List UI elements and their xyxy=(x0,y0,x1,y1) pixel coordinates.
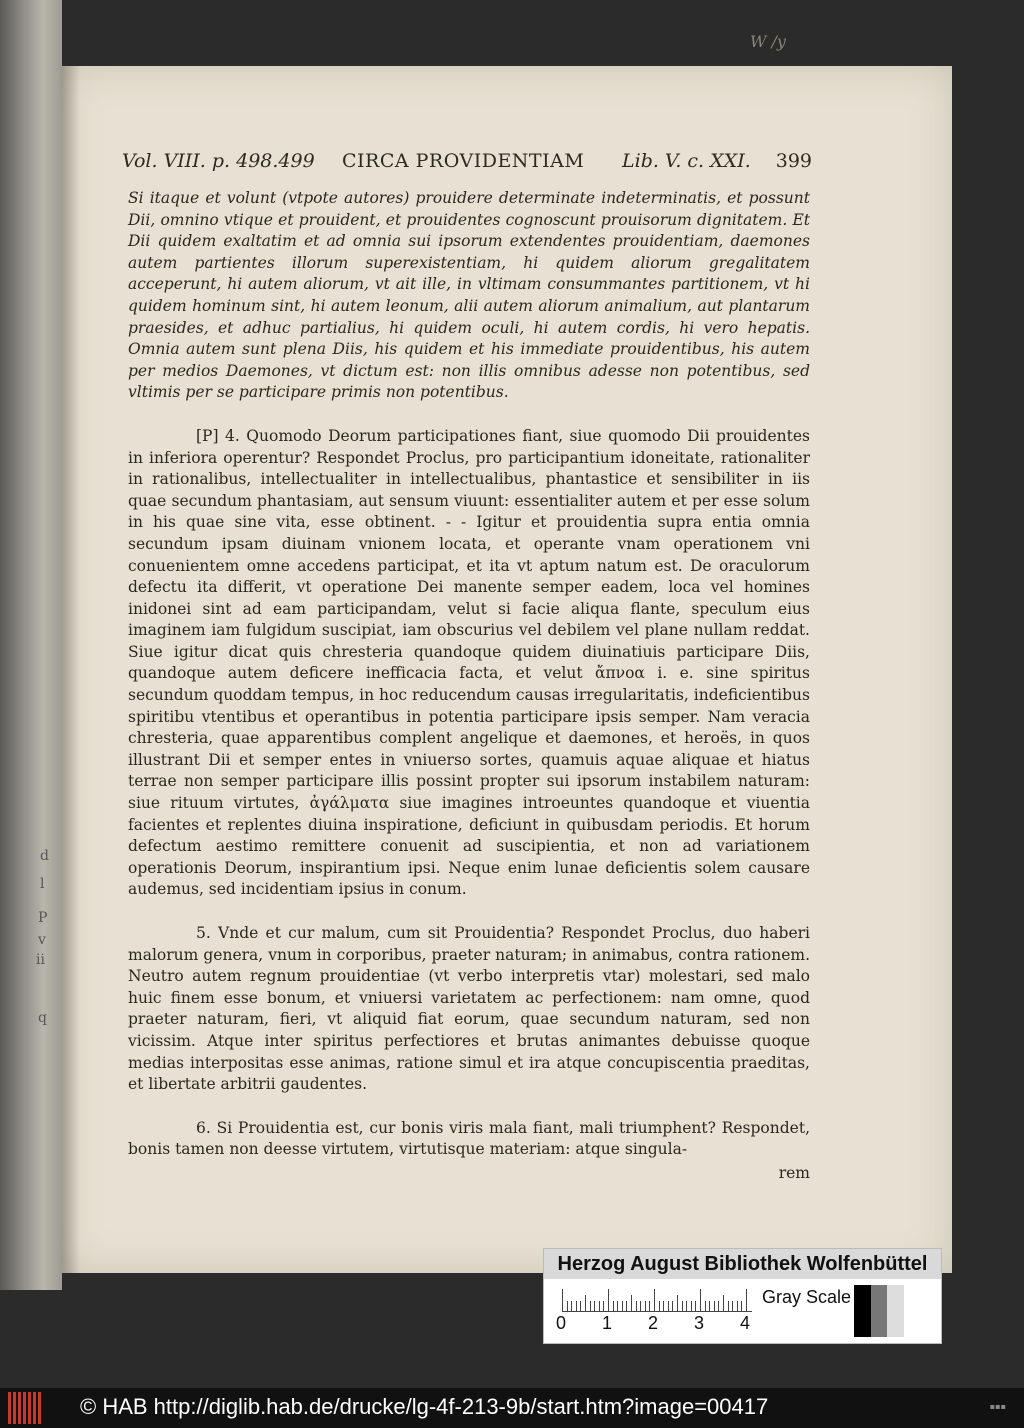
volume-reference: Vol. VIII. p. 498.499 xyxy=(122,150,315,172)
ruler-tick xyxy=(576,1301,577,1311)
swatch-light xyxy=(887,1285,904,1337)
ruler-tick xyxy=(677,1295,678,1311)
ruler-tick xyxy=(718,1301,719,1311)
ruler-tick xyxy=(732,1301,733,1311)
ruler-tick xyxy=(728,1301,729,1311)
catchword: rem xyxy=(778,1163,810,1182)
ruler-labels xyxy=(556,1313,766,1335)
dots-icon: ▪▪▪ xyxy=(989,1402,1006,1411)
ruler-tick xyxy=(617,1301,618,1311)
ruler-label: 4 xyxy=(740,1313,751,1333)
swatch-gray xyxy=(871,1285,888,1337)
paragraph: Si itaque et volunt (vtpote autores) prouidere determinate indeterminatis, et possunt Dii, omnino vtique et prouident, et prouidentes cognoscunt prouisorum dignitatem. Et Dii quidem exaltatim et ad omnia sui ipsorum extendentes prouidentiam, daemones autem partientes illorum superexistentiam, hi quidem aliorum gregalitatem acceperunt, hi autem aliorum, vt ait ille, in vltimam consummantes partitionem, vt hi quidem hominum sint, hi autem leonum, alii autem aliorum animalium, aut plantarum praesides, et adhuc partialius, hi quidem oculi, hi autem cordis, hi vero hepatis. Omnia autem sunt plena Diis, his quidem et his immediate prouidentibus, his autem per medios Daemones, vt dictum est: non illis omnibus adesse non potentibus, sed vltimis per se participare primis non potentibus. xyxy=(128,189,810,402)
viewer-footer xyxy=(0,1388,1024,1428)
paragraph-6: 6. Si Prouidentia est, cur bonis viris mala fiant, mali triumphent? Respondet, bonis tamen non deesse virtutem, virtutisque materiam: atque singula- xyxy=(128,1118,810,1159)
ruler-tick xyxy=(700,1289,701,1311)
ruler-tick xyxy=(613,1301,614,1311)
ruler-tick xyxy=(608,1289,609,1311)
edge-char: d xyxy=(40,848,49,864)
ruler-tick xyxy=(709,1301,710,1311)
hab-logo-icon xyxy=(8,1392,44,1424)
ruler-tick xyxy=(626,1301,627,1311)
gray-scale-label: Gray Scale xyxy=(762,1287,852,1307)
ruler-tick xyxy=(682,1301,683,1311)
facing-page-edge xyxy=(0,0,62,1290)
ruler-tick xyxy=(585,1295,586,1311)
ruler-tick xyxy=(645,1301,646,1311)
ruler-label: 0 xyxy=(556,1313,567,1333)
edge-char: P xyxy=(38,910,48,926)
ruler-tick xyxy=(631,1295,632,1311)
paragraph-5: 5. Vnde et cur malum, cum sit Prouidentia? Respondet Proclus, duo haberi malorum genera, vnum in corporibus, praeter naturam; in animabus, contra rationem. Neutro autem regnum prouidentiae (vt verbo interpretis vtar) molestari, sed malo huic finem esse bonum, et vniuersi varietatem ac perfectionem: nam omne, quod praeter naturam, fieri, vt aliquid fiat eorum, quae secundum naturam, sed non vicissim. Atque inter spiritus perfectiores et brutas animantes debuisse quoque medias interpositas esse animas, ratione simul et ira atque concupiscentia praeditas, et libertate arbitrii gaudentes. xyxy=(128,924,810,1094)
ruler-tick xyxy=(594,1301,595,1311)
ruler-tick xyxy=(746,1289,747,1311)
ruler-tick xyxy=(603,1301,604,1311)
ruler-tick xyxy=(654,1289,655,1311)
book-chapter-reference: Lib. V. c. XXI. xyxy=(622,150,751,172)
ruler-tick xyxy=(672,1301,673,1311)
running-title: CIRCA PROVIDENTIAM xyxy=(342,150,585,172)
ruler-tick xyxy=(659,1301,660,1311)
gutter-shadow xyxy=(62,66,80,1273)
ruler-tick xyxy=(622,1301,623,1311)
ruler-label: 2 xyxy=(648,1313,659,1333)
edge-char: l xyxy=(40,876,45,892)
ruler-tick xyxy=(562,1289,563,1311)
ruler-tick xyxy=(571,1301,572,1311)
ruler-tick xyxy=(567,1301,568,1311)
ruler-tick xyxy=(714,1301,715,1311)
edge-char: q xyxy=(38,1010,47,1026)
ruler-tick xyxy=(663,1301,664,1311)
edge-char: ii xyxy=(36,952,45,968)
body-text xyxy=(128,188,810,1185)
ruler-tick xyxy=(723,1295,724,1311)
edge-char: v xyxy=(38,932,46,948)
ruler-tick xyxy=(691,1301,692,1311)
color-calibration-banner xyxy=(543,1248,942,1344)
ruler-tick xyxy=(695,1301,696,1311)
copyright-url: © HAB http://diglib.hab.de/drucke/lg-4f-213-9b/start.htm?image=00417 xyxy=(80,1394,769,1419)
ruler-label: 3 xyxy=(694,1313,705,1333)
paragraph-4: [P] 4. Quomodo Deorum participationes fiant, siue quomodo Dii prouidentes in inferiora operentur? Respondet Proclus, pro participantium idoneitate, rationaliter in rationalibus, intellectualiter in intellectualibus, phantastice et sensibiliter in iis quae secundum phantasiam, aut sensum viuunt: essentialiter autem et per esse solum in his quae sine vita, esse obtinent. - - Igitur et prouidentia supra entia omnia secundum ipsam diuinam vnionem locata, et operante vnam operationem vni conuenientem omne accedens participat, et ita vt aptum natum est. De oraculorum defectu ita differit, vt operatione Dei manente semper eadem, loca vel homines inidonei sint ad eam participandam, velut si facie aliqua flante, speculum eius imaginem iam fulgidum suscipiat, iam obscurius vel debilem vel plane nullam reddat. Siue igitur dicat quis chresteria quandoque quidem diuinatiuis participare Diis, quandoque autem deficere inefficacia facta, et velut ἄπνοα i. e. sine spiritus secundum quoddam tempus, in hoc reducendum causas irregularitatis, indeficientibus spiritibu vtentibus et operantibus in potentia participare ipsis semper. Nam veracia chresteria, quae apparentibus complent angelique et daemones, et heroës, in quos illustrant Dii et semper entes in vniuerso sortes, quamuis aquae aliquae et hiatus terrae non semper participare illis possint propter sui ipsorum instabilem naturam: siue rituum virtutes, ἀγάλματα siue imagines introeuntes quandoque et viuentia facientes et replentes diuina inspiratione, deficiunt in quibusdam periodis. Et horum defectum aestimo remittere conuenit ad suscipientia, et non ad variationem operationis Deorum, inspirantium ipsi. Neque enim lunae deficientis solem causare audemus, sed incidentiam ipsius in conum. xyxy=(128,426,810,899)
scale-ruler xyxy=(562,1289,752,1312)
ruler-tick xyxy=(590,1301,591,1311)
swatch-black xyxy=(854,1285,871,1337)
ruler-tick xyxy=(649,1301,650,1311)
pencil-mark: W /y xyxy=(750,32,786,51)
ruler-tick xyxy=(580,1301,581,1311)
ruler-tick xyxy=(668,1301,669,1311)
ruler-tick xyxy=(636,1301,637,1311)
ruler-tick xyxy=(737,1301,738,1311)
page-number: 399 xyxy=(775,150,812,172)
ruler-tick xyxy=(599,1301,600,1311)
ruler-tick xyxy=(705,1301,706,1311)
gray-scale-swatches xyxy=(854,1285,904,1337)
ruler-tick xyxy=(640,1301,641,1311)
running-header xyxy=(122,150,812,180)
ruler-tick xyxy=(741,1301,742,1311)
ruler-label: 1 xyxy=(602,1313,613,1333)
library-name: Herzog August Bibliothek Wolfenbüttel xyxy=(544,1249,941,1279)
ruler-tick xyxy=(686,1301,687,1311)
